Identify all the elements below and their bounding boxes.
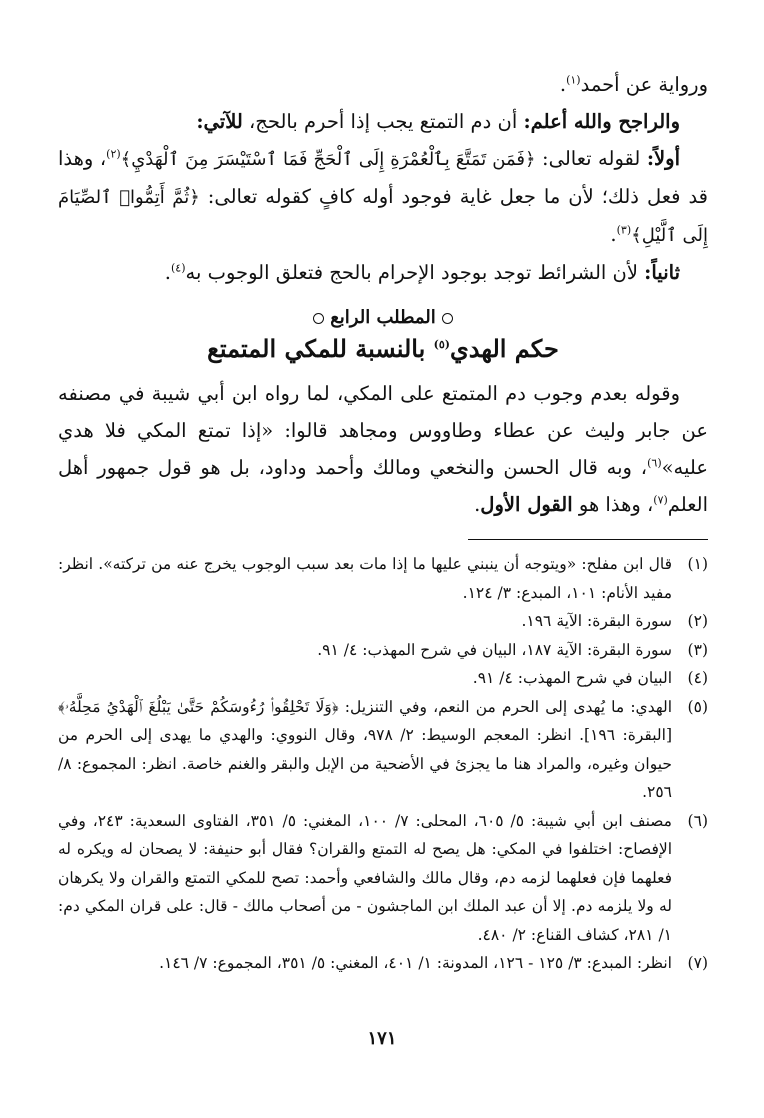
circle-ornament-icon [313, 313, 324, 324]
footnote-text: انظر: المبدع: ٣/ ١٢٥ - ١٢٦، المدونة: ١/ ٤٠١، المغني: ٥/ ٣٥١، المجموع: ٧/ ١٤٦. [159, 954, 672, 972]
p3-text-a: لقوله تعالى: [535, 147, 647, 170]
paragraph-2 [58, 103, 708, 140]
footnote-text: البيان في شرح المهذب: ٤/ ٩١. [472, 669, 672, 687]
footnote-ref-7[interactable]: (٧) [653, 493, 668, 507]
p2-bold-lead: والراجح والله أعلم: [523, 110, 680, 133]
paragraph-3 [58, 140, 708, 254]
page-body [58, 66, 708, 978]
p3-end: . [610, 223, 617, 246]
footnote-number: (٦) [687, 811, 708, 830]
footnote-number: (٤) [687, 669, 708, 687]
heading-part-b: بالنسبة للمكي المتمتع [207, 334, 434, 363]
p5-bold: القول الأول [480, 493, 573, 516]
footnote-number: (٢) [687, 612, 708, 630]
page-number: ١٧١ [367, 1028, 397, 1049]
footnote-1 [58, 550, 708, 607]
p2-bold-tail: للآتي: [196, 110, 243, 133]
footnote-ref-2[interactable]: (٢) [106, 147, 121, 161]
footnote-7 [58, 949, 708, 978]
section-label [58, 307, 708, 328]
footnote-ref-1[interactable]: (١) [566, 73, 581, 87]
footnote-6 [58, 807, 708, 950]
paragraph-4 [58, 254, 708, 291]
footnote-text: الهدي: ما يُهدى إلى الحرم من النعم، وفي التنزيل: ﴿وَلَا تَحْلِقُوا۟ رُءُوسَكُمْ حَتَّىٰ يَبْلُغَ ٱلْهَدْيُ مَحِلَّهُۥ﴾ [البقرة: ١٩٦]. انظر: المعجم الوسيط: ٢/ ٩٧٨، وقال النووي: والهدي ما يهدى إلى الحرم من حيوان وغيره، والمراد هنا ما يجزئ في الأضحية من الإبل والبقر والغنم خاصة. انظر: المجموع: ٨/ ٢٥٦. [58, 697, 673, 801]
circle-ornament-icon [442, 313, 453, 324]
footnote-text: مصنف ابن أبي شيبة: ٥/ ٦٠٥، المحلى: ٧/ ١٠٠، المغني: ٥/ ٣٥١، الفتاوى السعدية: ٢٤٣، وفي الإفصاح: اختلفوا في المكي: هل يصح له التمتع والقران؟ فقال أبو حنيفة: لا يصحان له ويكره له فعلهما فإن فعلهما لزمه دم، وقال مالك والشافعي وأحمد: تصح للمكي التمتع والقران ولا يكرهان له ولا يلزمه دم. إلا أن عبد الملك ابن الماجشون - من أصحاب مالك - قال: على قران المكي دم: ١/ ٢٨١، كشاف القناع: ٢/ ٤٨٠. [58, 811, 672, 944]
footnote-text: سورة البقرة: الآية ١٩٦. [521, 612, 672, 630]
footnote-text: قال ابن مفلح: «ويتوجه أن ينبني عليها ما إذا مات بعد سبب الوجوب يخرج عنه من تركته». انظر: مفيد الأنام: ١٠١، المبدع: ٣/ ١٢٤. [58, 555, 672, 602]
p4-bold-lead: ثانياً: [644, 261, 680, 284]
footnote-5 [58, 693, 708, 807]
footnote-number: (١) [687, 555, 708, 573]
p1-end: . [559, 73, 567, 96]
footnote-4 [58, 664, 708, 693]
footnote-ref-6[interactable]: (٦) [647, 456, 662, 470]
p4-end: . [164, 261, 171, 284]
footnotes [58, 550, 708, 978]
footnote-2 [58, 607, 708, 636]
footnote-ref-3[interactable]: (٣) [616, 223, 632, 237]
p5-end: . [474, 493, 481, 516]
p2-text: أن دم التمتع يجب إذا أحرم بالحج، [242, 110, 524, 133]
footnote-number: (٣) [687, 640, 708, 659]
paragraph-5 [58, 375, 708, 523]
footnote-number: (٧) [687, 954, 708, 972]
section-label-text: المطلب الرابع [330, 307, 436, 328]
footnote-divider [468, 539, 708, 540]
footnote-ref-5[interactable]: (٥) [433, 338, 451, 351]
p4-text: لأن الشرائط توجد بوجود الإحرام بالحج فتعلق الوجوب به [185, 261, 645, 284]
footnote-text: سورة البقرة: الآية ١٨٧، البيان في شرح المهذب: ٤/ ٩١. [317, 640, 672, 659]
footnote-3 [58, 636, 708, 665]
p5-text-c: ، وهذا هو [572, 493, 654, 516]
p1-text: ورواية عن أحمد [580, 73, 708, 96]
p3-text-b: ، وهذا قد فعل ذلك؛ لأن ما جعل غاية فوجود أوله كافٍ كقوله تعالى: [58, 147, 709, 208]
section-heading [58, 334, 708, 363]
heading-part-a: حكم الهدي [450, 334, 559, 363]
main-text [58, 66, 708, 523]
footnote-ref-4[interactable]: (٤) [170, 261, 186, 275]
p5-text-a: وقوله بعدم وجوب دم المتمتع على المكي، لما رواه ابن أبي شيبة في مصنفه عن جابر وليث عن عطاء وطاووس ومجاهد قالوا: «إذا تمتع المكي فلا هدي عليه» [58, 382, 708, 479]
paragraph-1 [58, 66, 708, 103]
footnote-number: (٥) [687, 697, 708, 716]
quran-verse-2: ﴿ثُمَّ أَتِمُّوا۟ ٱلصِّيَامَ إِلَى ٱلَّيْلِ﴾ [58, 187, 708, 246]
p5-text-b: ، وبه قال الحسن والنخعي ومالك وأحمد وداود، بل هو قول جمهور أهل العلم [58, 456, 708, 516]
p3-bold-lead: أولاً: [646, 147, 680, 170]
quran-verse-1: ﴿فَمَن تَمَتَّعَ بِٱلْعُمْرَةِ إِلَى ٱلْحَجِّ فَمَا ٱسْتَيْسَرَ مِنَ ٱلْهَدْيِ﴾ [120, 149, 536, 170]
